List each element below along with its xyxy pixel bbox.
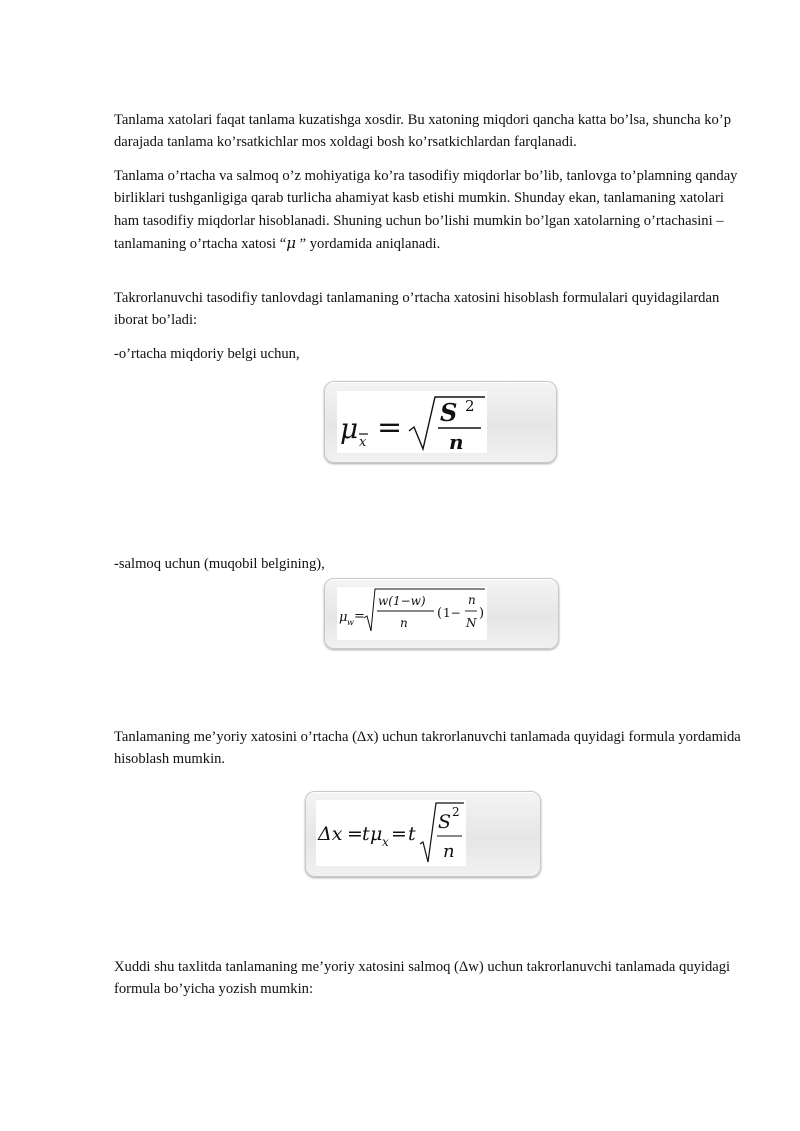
paragraph-share-label: -salmoq uchun (muqobil belgining), — [114, 556, 325, 572]
paragraph-marginal-error-share: Xuddi shu taxlitda tanlamaning me’yoriy xatosini salmoq (Δw) uchun takrorlanuvchi tanlamada quyidagi formula bo’yicha yozish mumkin: — [114, 959, 731, 998]
f3-den: n — [443, 841, 455, 862]
f2-inner-den: N — [466, 616, 477, 630]
formula-mean-error — [337, 391, 487, 453]
f2-num: w(1−w) — [378, 594, 426, 608]
f2-paren-close: ) — [479, 606, 485, 621]
f1-mu: μ — [340, 412, 359, 445]
f1-den: n — [449, 430, 464, 453]
f1-exp: 2 — [465, 397, 475, 415]
f3-eq1: = — [347, 823, 363, 845]
formula-marginal-error — [316, 800, 466, 866]
formula-marginal-error-box — [305, 791, 541, 877]
f1-sub: x — [359, 435, 367, 450]
f3-mu: μ — [370, 823, 383, 845]
mu-symbol: μ — [286, 234, 296, 253]
f2-paren-open: ( — [437, 606, 443, 621]
f3-eq2: = — [391, 823, 407, 845]
formula-mean-error-box — [324, 381, 557, 463]
f2-one-minus: 1− — [443, 606, 461, 620]
formula-share-error-box — [324, 578, 559, 649]
f2-mu: μ — [339, 610, 348, 625]
f2-den: n — [400, 616, 408, 630]
f2-eq: = — [354, 609, 365, 624]
paragraph-mean-label: -o’rtacha miqdoriy belgi uchun, — [114, 346, 300, 362]
paragraph-sampling-errors: Tanlama xatolari faqat tanlama kuzatishga xosdir. Bu xatoning miqdori qancha katta bo’lsa, shuncha ko’p darajada tanlama ko’rsatkichlar mos xoldagi bosh ko’rsatkichlardan farqlanadi. — [114, 112, 732, 151]
formula-share-error — [337, 587, 487, 640]
paragraph-formulas-intro: Takrorlanuvchi tasodifiy tanlovdagi tanlamaning o’rtacha xatosini hisoblash formulalari quyidagilardan iborat bo’ladi: — [114, 290, 720, 329]
f3-t2: t — [408, 823, 416, 845]
f1-eq: = — [377, 410, 403, 445]
paragraph-marginal-error-mean: Tanlamaning me’yoriy xatosini o’rtacha (Δx) uchun takrorlanuvchi tanlamada quyidagi formula yordamida hisoblash mumkin. — [114, 729, 741, 768]
f2-inner-num: n — [468, 593, 476, 607]
f3-delta: Δx — [318, 823, 343, 845]
f3-t1: t — [362, 823, 370, 845]
f3-num: S — [438, 811, 452, 833]
paragraph-random-quantities-text: Tanlama o’rtacha va salmoq o’z mohiyatiga ko’ra tasodifiy miqdorlar bo’lib, tanlovga to’plamning qanday birliklari tushganligiga qarab turlicha ahamiyat kasb etishi mumkin. Shunday ekan, tanlamaning xatolari ham tasodifiy miqdorlar hisoblanadi. Shuning uchun bo’lishi mumkin bo’lgan xatolarning o’rtachasini – tanlamaning o’rtacha xatosi “ — [114, 168, 738, 253]
f1-num: S — [440, 398, 458, 427]
paragraph-random-quantities — [114, 165, 744, 256]
f2-sub: w — [347, 618, 354, 627]
paragraph-random-quantities-end: ” yordamida aniqlanadi. — [295, 236, 441, 253]
f3-exp: 2 — [452, 805, 460, 819]
f3-sub: x — [382, 835, 389, 849]
